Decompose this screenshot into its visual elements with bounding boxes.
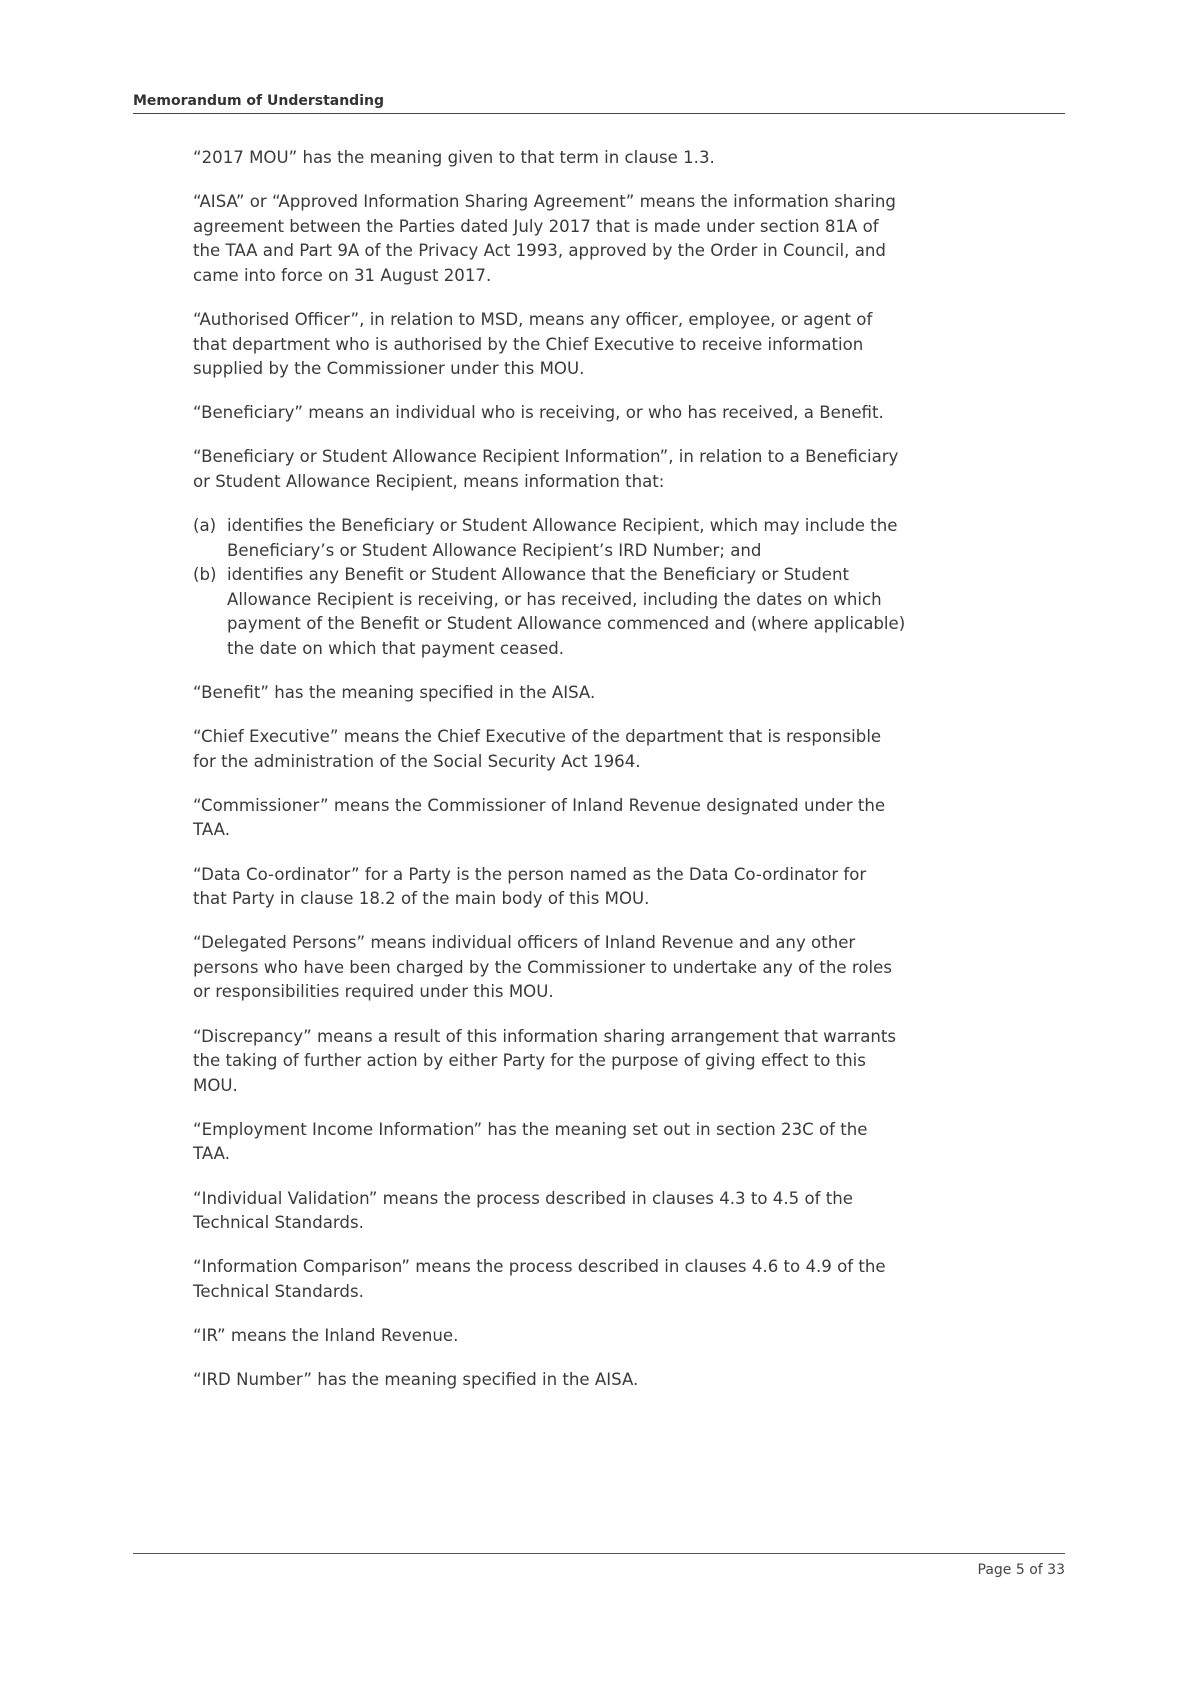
- text-line: “IR” means the Inland Revenue.: [193, 1325, 459, 1345]
- text-line: “Delegated Persons” means individual officers of Inland Revenue and any other: [193, 933, 856, 953]
- definition-paragraph: [193, 308, 1053, 382]
- text-line: “IRD Number” has the meaning specified in the AISA.: [193, 1369, 639, 1389]
- list-label: (b): [193, 565, 217, 585]
- text-line: “Commissioner” means the Commissioner of Inland Revenue designated under the: [193, 795, 886, 815]
- text-line: Allowance Recipient is receiving, or has received, including the dates on which: [227, 589, 882, 609]
- text-line: “Individual Validation” means the process described in clauses 4.3 to 4.5 of the: [193, 1188, 853, 1208]
- text-line: “2017 MOU” has the meaning given to that term in clause 1.3.: [193, 148, 715, 167]
- text-line: “Chief Executive” means the Chief Executive of the department that is responsible: [193, 727, 882, 747]
- text-line: “Information Comparison” means the process described in clauses 4.6 to 4.9 of the: [193, 1257, 886, 1277]
- definition-paragraph: [193, 445, 1053, 494]
- text-line: agreement between the Parties dated July 2017 that is made under section 81A of: [193, 216, 879, 236]
- header-divider: [133, 113, 1065, 114]
- text-line: “Discrepancy” means a result of this information sharing arrangement that warrants: [193, 1026, 897, 1046]
- definition-paragraph: [193, 931, 1053, 1005]
- document-body: [193, 146, 1053, 1412]
- definition-paragraph: [193, 1118, 1053, 1167]
- definition-paragraph: [193, 1187, 1053, 1236]
- definition-paragraph: [193, 725, 1053, 774]
- text-line: identifies any Benefit or Student Allowance that the Beneficiary or Student: [227, 565, 849, 585]
- header-title: Memorandum of Understanding: [133, 93, 384, 109]
- definition-paragraph: [193, 1255, 1053, 1304]
- text-line: payment of the Benefit or Student Allowance commenced and (where applicable): [227, 614, 906, 634]
- text-line: Technical Standards.: [193, 1213, 364, 1233]
- footer-divider: [133, 1553, 1065, 1554]
- text-line: identifies the Beneficiary or Student Allowance Recipient, which may include the: [227, 516, 898, 536]
- definition-paragraph: [193, 146, 1053, 171]
- text-line: TAA.: [193, 1144, 230, 1164]
- text-line: “Data Co-ordinator” for a Party is the person named as the Data Co-ordinator for: [193, 864, 867, 884]
- text-line: “Employment Income Information” has the meaning set out in section 23C of the: [193, 1119, 868, 1139]
- text-line: the date on which that payment ceased.: [227, 639, 565, 658]
- list-text: [227, 514, 897, 563]
- definitions-before-list: [193, 146, 1053, 495]
- definition-list: [193, 514, 1053, 662]
- definition-paragraph: [193, 863, 1053, 912]
- text-line: TAA.: [193, 820, 230, 840]
- list-item: [193, 563, 1053, 661]
- page-number: Page 5 of 33: [977, 1562, 1065, 1578]
- definitions-after-list: [193, 681, 1053, 1392]
- list-label: (a): [193, 516, 217, 536]
- text-line: “Benefit” has the meaning specified in the AISA.: [193, 683, 596, 703]
- list-text: [227, 563, 905, 661]
- definition-paragraph: [193, 681, 1053, 706]
- text-line: “Beneficiary” means an individual who is receiving, or who has received, a Benefit.: [193, 403, 884, 423]
- list-item: [193, 514, 1053, 563]
- definition-paragraph: [193, 794, 1053, 843]
- definition-paragraph: [193, 1368, 1053, 1393]
- text-line: “Authorised Officer”, in relation to MSD, means any officer, employee, or agent of: [193, 309, 873, 329]
- text-line: Technical Standards.: [193, 1281, 364, 1301]
- text-line: the taking of further action by either Party for the purpose of giving effect to this: [193, 1051, 866, 1071]
- text-line: persons who have been charged by the Commissioner to undertake any of the roles: [193, 957, 892, 977]
- definition-paragraph: [193, 1025, 1053, 1099]
- definition-paragraph: [193, 1324, 1053, 1349]
- text-line: MOU.: [193, 1075, 238, 1095]
- text-line: came into force on 31 August 2017.: [193, 265, 492, 285]
- definition-paragraph: [193, 190, 1053, 288]
- text-line: or responsibilities required under this MOU.: [193, 982, 554, 1002]
- text-line: or Student Allowance Recipient, means information that:: [193, 471, 665, 491]
- definition-paragraph: [193, 401, 1053, 426]
- text-line: supplied by the Commissioner under this MOU.: [193, 359, 585, 379]
- text-line: Beneficiary’s or Student Allowance Recipient’s IRD Number; and: [227, 540, 762, 560]
- text-line: that department who is authorised by the Chief Executive to receive information: [193, 334, 864, 354]
- text-line: “AISA” or “Approved Information Sharing Agreement” means the information sharing: [193, 192, 896, 212]
- text-line: the TAA and Part 9A of the Privacy Act 1993, approved by the Order in Council, and: [193, 241, 886, 261]
- text-line: that Party in clause 18.2 of the main body of this MOU.: [193, 889, 650, 909]
- text-line: for the administration of the Social Security Act 1964.: [193, 751, 641, 771]
- text-line: “Beneficiary or Student Allowance Recipient Information”, in relation to a Beneficiary: [193, 447, 899, 467]
